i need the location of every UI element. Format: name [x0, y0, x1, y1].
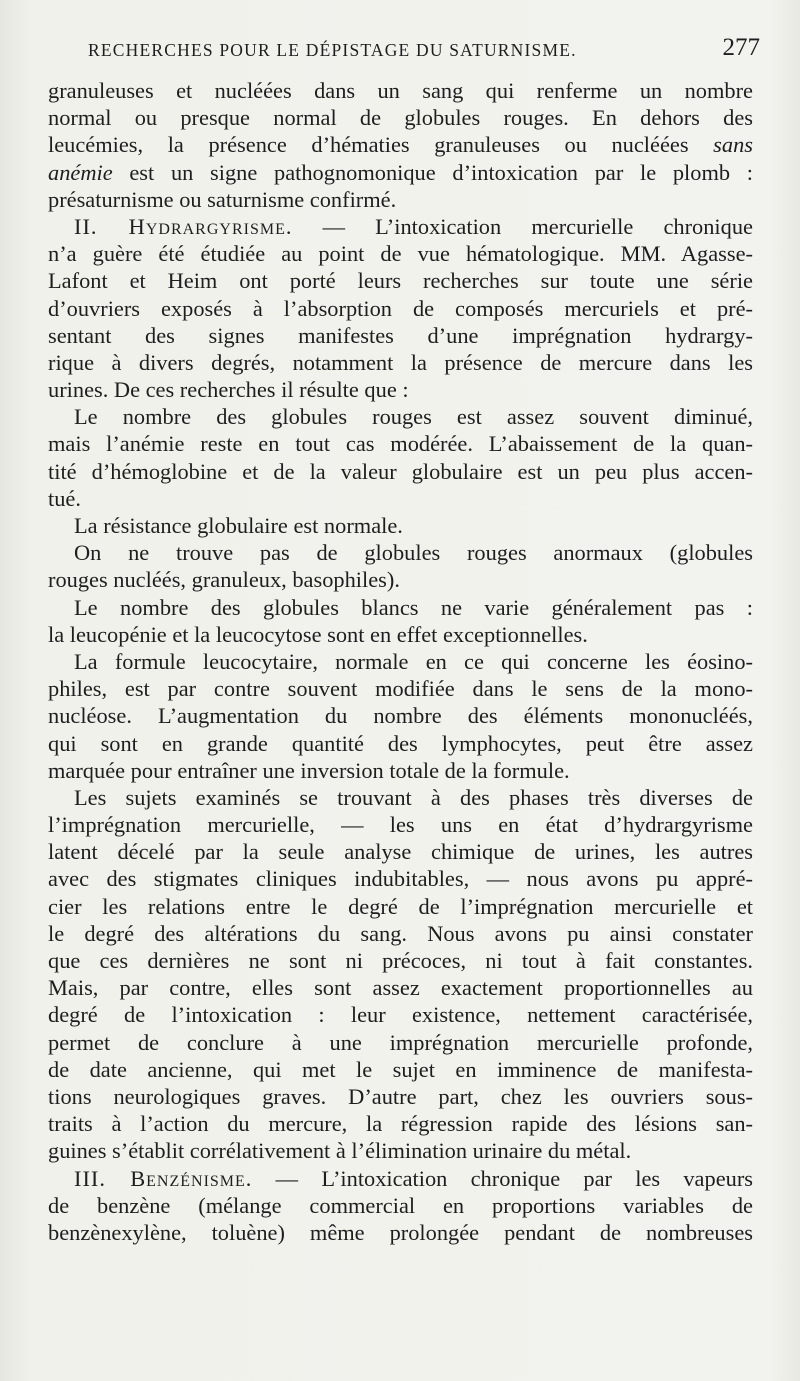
line-text: urines. De ces recherches il résulte que :	[48, 377, 409, 403]
text-line	[48, 349, 753, 376]
text-line	[48, 1056, 753, 1083]
text-line	[48, 621, 753, 648]
line-text: mais l’anémie reste en tout cas modérée. L’abaissement de la quan-	[48, 431, 753, 457]
text-line	[48, 458, 753, 485]
line-text: granuleuses et nucléées dans un sang qui renferme un nombre	[48, 78, 753, 103]
text-line	[48, 865, 753, 892]
line-text: philes, est par contre souvent modifiée dans le sens de la mono-	[48, 676, 753, 702]
line-text: avec des stigmates cliniques indubitables, — nous avons pu appré-	[48, 866, 753, 892]
text-line	[48, 566, 753, 593]
line-text: cier les relations entre le degré de l’imprégnation mercurielle et	[48, 893, 753, 919]
line-text: Le nombre des globules blancs ne varie généralement pas :	[74, 594, 753, 620]
text-line	[48, 403, 753, 430]
text-line	[48, 376, 753, 403]
running-head: RECHERCHES POUR LE DÉPISTAGE DU SATURNISME.	[88, 40, 577, 60]
line-text: rouges nucléés, granuleux, basophiles).	[48, 567, 400, 593]
text-line	[48, 186, 753, 213]
text-line	[48, 159, 753, 186]
line-text: qui sont en grande quantité des lymphocytes, peut être assez	[48, 730, 753, 756]
emphasis-text: anémie	[48, 159, 113, 185]
line-text: tué.	[48, 485, 81, 511]
line-text: rique à divers degrés, notamment la présence de mercure dans les	[48, 349, 753, 375]
line-text: degré de l’intoxication : leur existence, nettement caractérisée,	[48, 1002, 753, 1028]
text-line	[48, 594, 753, 621]
text-line	[48, 430, 753, 457]
line-text: permet de conclure à une imprégnation mercurielle profonde,	[48, 1029, 753, 1055]
text-line	[48, 539, 753, 566]
text-line	[48, 675, 753, 702]
text-line	[48, 838, 753, 865]
text-line	[48, 1110, 753, 1137]
text-line	[48, 648, 753, 675]
line-text: est un signe pathognomonique d’intoxication par le plomb :	[112, 159, 753, 185]
text-line	[48, 322, 753, 349]
text-line	[48, 702, 753, 729]
line-text: présaturnisme ou saturnisme confirmé.	[48, 186, 397, 212]
text-line	[48, 512, 753, 539]
text-line	[48, 1001, 753, 1028]
line-text: Mais, par contre, elles sont assez exactement proportionnelles au	[48, 975, 753, 1001]
text-line	[48, 240, 753, 267]
line-text: La résistance globulaire est normale.	[74, 513, 403, 538]
line-text: nucléose. L’augmentation du nombre des éléments mononucléés,	[48, 703, 753, 729]
line-text: de benzène (mélange commercial en proportions variables de	[48, 1192, 753, 1218]
line-text: — L’intoxication mercurielle chronique	[292, 213, 753, 239]
text-line	[48, 757, 753, 784]
line-text: de date ancienne, qui met le sujet en imminence de manifesta-	[48, 1056, 753, 1082]
page-header	[88, 34, 760, 70]
text-line	[48, 920, 753, 947]
line-text: sentant des signes manifestes d’une imprégnation hydrargy-	[48, 322, 753, 348]
body-text	[48, 77, 753, 1246]
line-text: Les sujets examinés se trouvant à des phases très diverses de	[74, 784, 753, 810]
text-line	[48, 947, 753, 974]
line-text: leucémies, la présence d’hématies granuleuses ou nucléées	[48, 132, 689, 158]
line-text: tions neurologiques graves. D’autre part, chez les ouvriers sous-	[48, 1083, 753, 1109]
text-line	[48, 1192, 753, 1219]
line-text: la leucopénie et la leucocytose sont en effet exceptionnelles.	[48, 621, 588, 647]
emphasis-text: sans	[713, 132, 753, 158]
page-number: 277	[722, 34, 760, 61]
line-text: Le nombre des globules rouges est assez souvent diminué,	[74, 404, 753, 430]
line-text: — L’intoxication chronique par les vapeurs	[252, 1165, 753, 1191]
line-text: le degré des altérations du sang. Nous avons pu ainsi constater	[48, 920, 753, 946]
line-text: La formule leucocytaire, normale en ce qui concerne les éosino-	[74, 648, 753, 674]
text-line	[48, 784, 753, 811]
line-text: n’a guère été étudiée au point de vue hématologique. MM. Agasse-	[48, 241, 753, 267]
line-text: que ces dernières ne sont ni précoces, ni tout à fait constantes.	[48, 948, 753, 973]
line-text: guines s’établit corrélativement à l’élimination urinaire du métal.	[48, 1138, 632, 1164]
line-text: traits à l’action du mercure, la régression rapide des lésions san-	[48, 1111, 753, 1137]
line-text: benzènexylène, toluène) même prolongée pendant de nombreuses	[48, 1219, 753, 1245]
text-line	[48, 730, 753, 757]
line-text: marquée pour entraîner une inversion totale de la formule.	[48, 757, 570, 783]
text-line	[48, 893, 753, 920]
section-heading: II. Hydrargyrisme.	[74, 213, 293, 239]
text-line	[48, 1083, 753, 1110]
text-line	[48, 77, 753, 104]
text-line	[48, 1029, 753, 1056]
line-text: Lafont et Heim ont porté leurs recherches sur toute une série	[48, 268, 753, 294]
text-line	[48, 1165, 753, 1192]
text-line	[48, 267, 753, 294]
text-line	[48, 213, 753, 240]
line-text: On ne trouve pas de globules rouges anormaux (globules	[74, 540, 753, 566]
line-text: latent décelé par la seule analyse chimique de urines, les autres	[48, 839, 753, 865]
line-text: d’ouvriers exposés à l’absorption de composés mercuriels et pré-	[48, 295, 753, 321]
section-heading: III. Benzénisme.	[74, 1165, 253, 1191]
line-text: tité d’hémoglobine et de la valeur globulaire est un peu plus accen-	[48, 458, 753, 484]
text-line	[48, 974, 753, 1001]
text-line	[48, 485, 753, 512]
line-text: l’imprégnation mercurielle, — les uns en état d’hydrargyrisme	[48, 812, 753, 838]
text-line	[48, 1219, 753, 1246]
text-line	[48, 104, 753, 131]
text-line	[48, 131, 753, 158]
text-line	[48, 811, 753, 838]
text-line	[48, 1137, 753, 1164]
line-text: normal ou presque normal de globules rouges. En dehors des	[48, 105, 753, 131]
text-line	[48, 295, 753, 322]
